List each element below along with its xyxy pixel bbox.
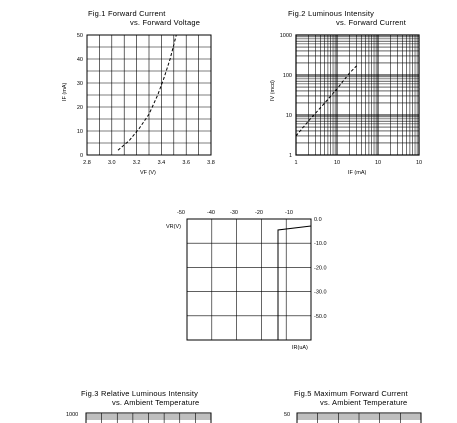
reverse-x-axis-label: IR(uA)	[292, 345, 308, 351]
reverse-plot-frame	[187, 219, 311, 340]
fig3-chart	[66, 389, 211, 423]
fig2-y-tick-label: 100	[282, 73, 292, 79]
fig2-y-axis-label: IV (mcd)	[270, 80, 276, 101]
fig3-title-line2: vs. Ambient Temperature	[112, 398, 200, 407]
fig1-y-axis-label: IF (mA)	[62, 82, 68, 101]
fig5-chart	[284, 389, 421, 423]
fig1-x-tick-label: 3.0	[107, 160, 116, 166]
fig2-y-tick-label: 1000	[279, 33, 292, 39]
fig3-grid	[86, 413, 211, 423]
fig2-chart	[270, 9, 422, 176]
fig1-y-tick-label: 50	[76, 33, 83, 39]
reverse-top-tick-label: -40	[207, 210, 215, 216]
fig2-x-tick-label: 10	[415, 160, 423, 166]
fig1-y-tick-label: 0	[79, 153, 83, 159]
fig1-y-tick-label: 10	[76, 129, 83, 135]
fig1-y-tick-label: 30	[76, 81, 83, 87]
reverse-top-tick-label: -10	[285, 210, 293, 216]
fig2-grid	[296, 35, 419, 155]
fig2-y-tick-label: 10	[285, 113, 292, 119]
fig3-y-tick-label: 1000	[66, 412, 79, 418]
fig2-title-line1: Fig.2 Luminous Intensity	[288, 9, 375, 18]
fig1-x-tick-labels	[83, 160, 215, 166]
fig1-x-tick-label: 3.2	[132, 160, 141, 166]
fig1-x-tick-label: 2.8	[83, 160, 91, 166]
fig1-x-axis-label: VF (V)	[140, 170, 156, 176]
fig5-y-tick-label: 50	[284, 412, 291, 418]
reverse-top-tick-label: -20	[255, 210, 263, 216]
fig2-x-tick-label: 10	[333, 160, 341, 166]
fig5-grid	[297, 413, 421, 423]
fig1-series-line	[118, 35, 176, 150]
fig1-y-tick-label: 20	[76, 105, 83, 111]
fig5-title-line2: vs. Ambient Temperature	[320, 398, 408, 407]
fig2-x-tick-labels	[294, 160, 422, 166]
fig1-chart	[62, 9, 215, 176]
fig2-x-axis-label: IF (mA)	[348, 170, 367, 176]
fig2-title-line2: vs. Forward Current	[336, 18, 407, 27]
reverse-y-axis-label: VR(V)	[166, 224, 181, 230]
reverse-top-tick-label: -30	[230, 210, 238, 216]
reverse-right-tick-labels	[314, 217, 327, 320]
fig2-plot-frame	[296, 35, 419, 155]
reverse-grid	[187, 219, 311, 340]
fig1-x-tick-label: 3.8	[207, 160, 215, 166]
fig2-y-tick-label: 1	[288, 153, 292, 159]
fig1-x-tick-label: 3.6	[182, 160, 191, 166]
reverse-right-tick-label: -20.0	[314, 265, 327, 272]
fig1-title-line1: Fig.1 Forward Current	[88, 9, 166, 18]
reverse-chart	[166, 210, 327, 351]
reverse-right-tick-label: -50.0	[314, 313, 327, 320]
reverse-top-tick-label: -50	[177, 210, 185, 216]
fig1-y-tick-label: 40	[76, 57, 83, 63]
fig1-title-line2: vs. Forward Voltage	[130, 18, 201, 27]
fig1-x-tick-label: 3.4	[157, 160, 166, 166]
fig5-title-line1: Fig.5 Maximum Forward Current	[294, 389, 408, 398]
fig1-y-tick-labels	[77, 33, 83, 159]
fig2-x-tick-label: 1	[294, 160, 298, 166]
reverse-right-tick-label: -10.0	[314, 241, 327, 248]
fig3-title-line1: Fig.3 Relative Luminous Intensity	[81, 389, 199, 398]
fig1-grid	[87, 35, 211, 155]
fig2-x-tick-label: 10	[374, 160, 382, 166]
reverse-top-tick-labels	[177, 210, 293, 216]
fig2-series-line	[296, 66, 357, 136]
reverse-right-tick-label: -30.0	[314, 289, 327, 296]
reverse-right-tick-label: 0.0	[314, 217, 322, 223]
fig2-y-tick-labels	[280, 33, 292, 159]
